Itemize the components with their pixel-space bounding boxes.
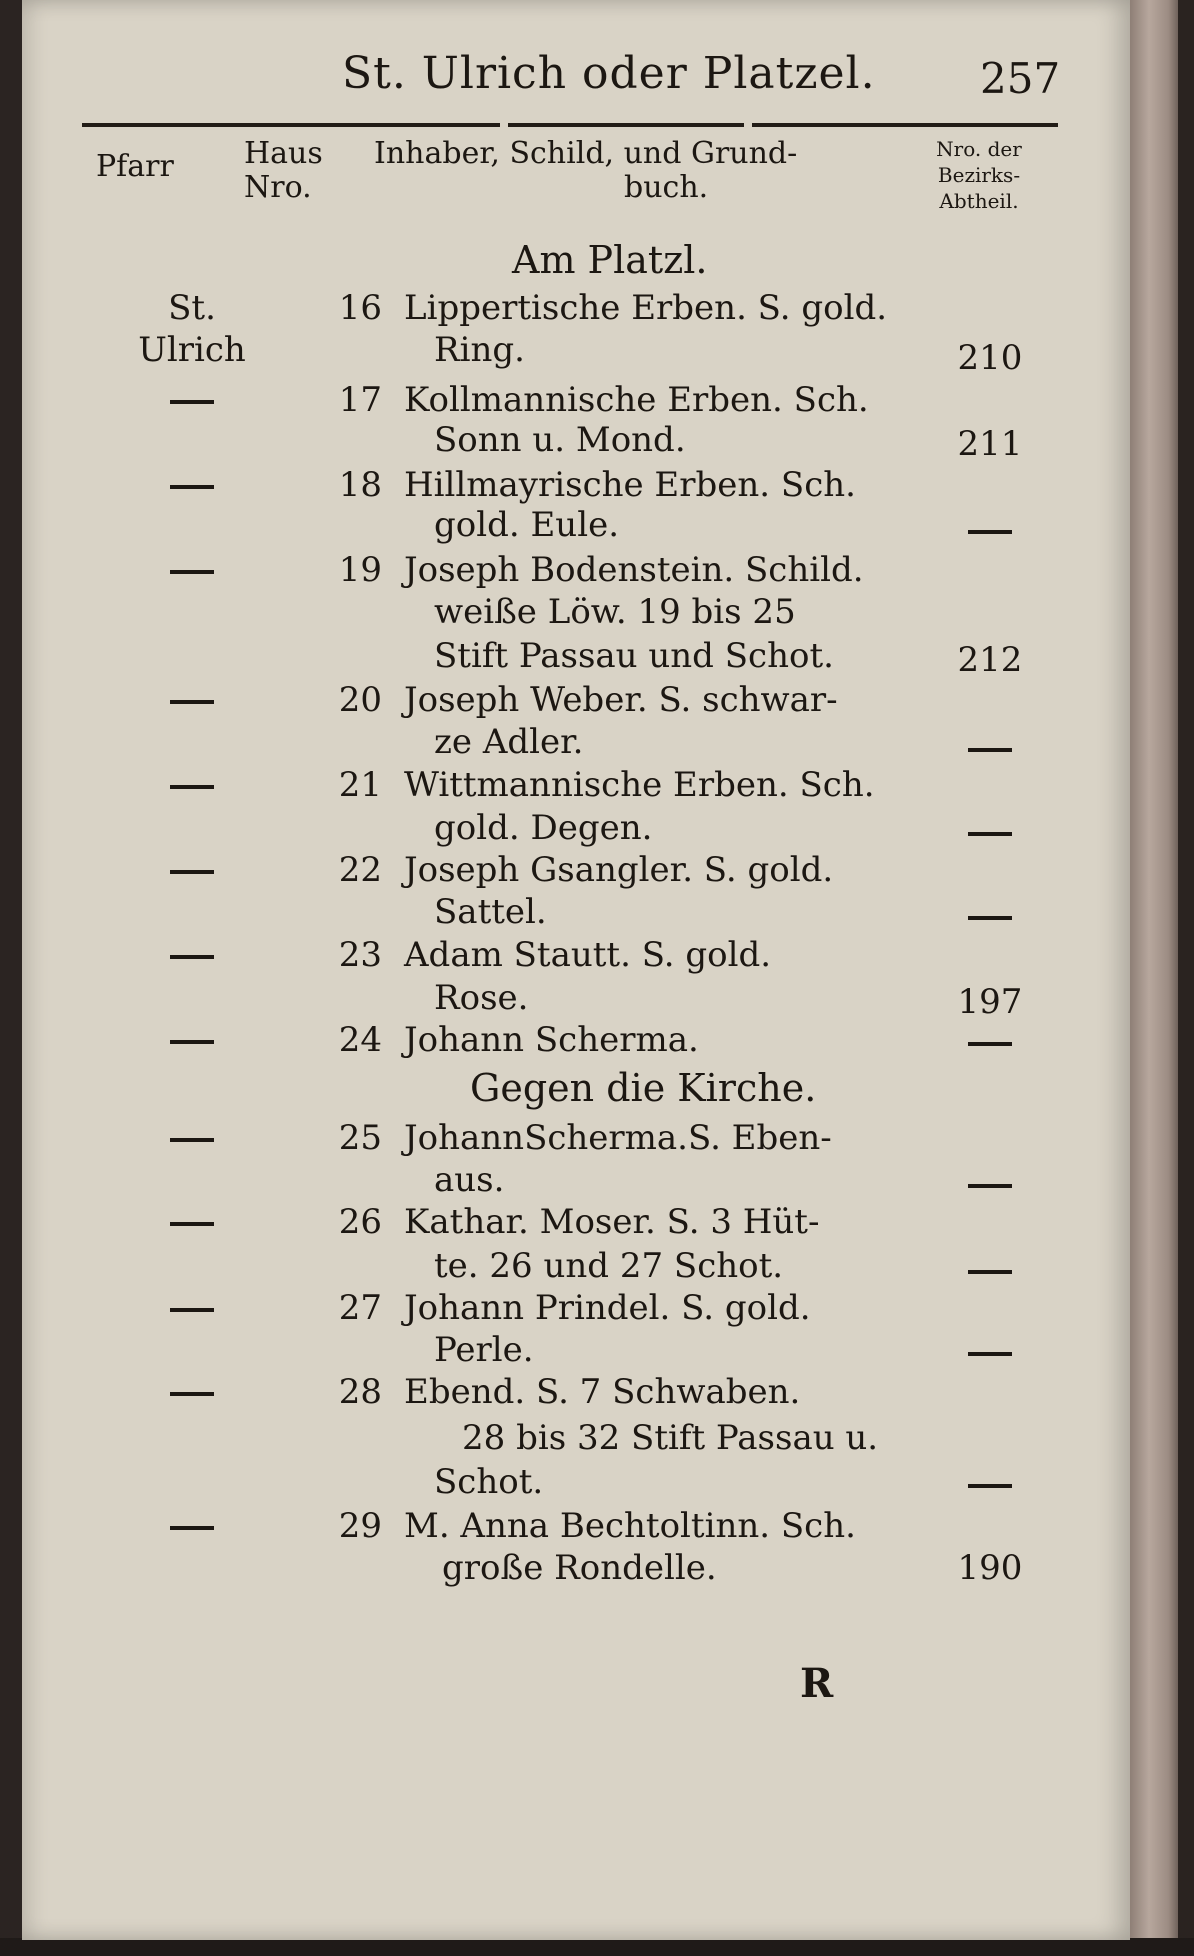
header-rule — [82, 123, 500, 127]
entry-text: Sonn u. Mond. — [434, 420, 686, 460]
ditto-mark — [132, 1020, 252, 1060]
district-number: 211 — [957, 424, 1023, 464]
ditto-mark — [940, 1164, 1040, 1204]
entry-text: Ebend. S. 7 Schwaben. — [404, 1372, 801, 1412]
ditto-mark — [132, 1288, 252, 1328]
house-number: 26 — [338, 1202, 382, 1242]
house-number: 18 — [338, 465, 382, 505]
entry-text: Lippertische Erben. S. gold. — [404, 288, 888, 328]
house-number: 16 — [338, 288, 382, 328]
col-haus-line2: Nro. — [244, 170, 312, 205]
col-inhaber-line1: Inhaber, Schild, und Grund- — [374, 136, 798, 171]
col-haus — [244, 137, 323, 205]
entry-text: Adam Stautt. S. gold. — [404, 935, 772, 975]
ditto-mark — [132, 1202, 252, 1242]
house-number: 23 — [338, 935, 382, 975]
entry-text: gold. Eule. — [434, 505, 620, 545]
entry-text: te. 26 und 27 Schot. — [434, 1246, 784, 1286]
ditto-mark — [132, 380, 252, 420]
ditto-mark — [132, 850, 252, 890]
entry-text: Wittmannische Erben. Sch. — [404, 765, 875, 805]
ditto-mark — [940, 1464, 1040, 1504]
catchword: R — [800, 1660, 834, 1707]
entry-text: Kathar. Moser. S. 3 Hüt- — [404, 1202, 820, 1242]
house-number: 29 — [338, 1506, 382, 1546]
pfarr-name: St. — [168, 288, 216, 328]
entry-text: Schot. — [434, 1462, 544, 1502]
entry-text: Hillmayrische Erben. Sch. — [404, 465, 856, 505]
col-bezirk-line2: Bezirks- — [937, 163, 1021, 187]
ditto-mark — [132, 1506, 252, 1546]
house-number: 25 — [338, 1118, 382, 1158]
running-head: St. Ulrich oder Platzel. — [342, 48, 876, 99]
house-number: 28 — [338, 1372, 382, 1412]
house-number: 21 — [338, 765, 382, 805]
header-rule — [508, 123, 744, 127]
district-number: 197 — [957, 982, 1023, 1022]
ditto-mark — [132, 935, 252, 975]
col-haus-line1: Haus — [244, 136, 323, 171]
ditto-mark — [132, 465, 252, 505]
ditto-mark — [940, 510, 1040, 550]
ditto-mark — [132, 765, 252, 805]
house-number: 19 — [338, 550, 382, 590]
entry-text: Johann Prindel. S. gold. — [404, 1288, 811, 1328]
ditto-mark — [132, 680, 252, 720]
book-page — [22, 0, 1130, 1940]
entry-text: Sattel. — [434, 892, 547, 932]
col-inhaber-line2: buch. — [624, 170, 709, 205]
ditto-mark — [940, 896, 1040, 936]
house-number: 27 — [338, 1288, 382, 1328]
col-pfarr: Pfarr — [96, 149, 174, 184]
entry-text: aus. — [434, 1160, 505, 1200]
ditto-mark — [940, 1332, 1040, 1372]
col-inhaber — [374, 137, 797, 205]
ditto-mark — [940, 1022, 1040, 1062]
entry-text: Stift Passau und Schot. — [434, 636, 834, 676]
bottom-edge — [0, 1938, 1194, 1956]
ditto-mark — [940, 1250, 1040, 1290]
entry-text: Joseph Bodenstein. Schild. — [404, 550, 864, 590]
entry-text: große Rondelle. — [442, 1548, 717, 1588]
ditto-mark — [940, 728, 1040, 768]
entry-text: Rose. — [434, 978, 529, 1018]
entry-text: Kollmannische Erben. Sch. — [404, 380, 869, 420]
house-number: 17 — [338, 380, 382, 420]
entry-text: JohannScherma.S. Eben- — [404, 1118, 832, 1158]
entry-text: Ring. — [434, 330, 525, 370]
house-number: 24 — [338, 1020, 382, 1060]
section-heading: Gegen die Kirche. — [470, 1066, 817, 1110]
entry-text: weiße Löw. 19 bis 25 — [434, 592, 796, 632]
entry-text: Perle. — [434, 1330, 534, 1370]
section-heading: Am Platzl. — [512, 238, 708, 282]
col-bezirk — [914, 136, 1044, 214]
district-number: 190 — [957, 1548, 1023, 1588]
entry-text: Johann Scherma. — [404, 1020, 699, 1060]
district-number: 212 — [957, 640, 1023, 680]
binding-shadow — [0, 0, 22, 1956]
entry-text: M. Anna Bechtoltinn. Sch. — [404, 1506, 856, 1546]
house-number: 22 — [338, 850, 382, 890]
col-bezirk-line1: Nro. der — [936, 137, 1022, 161]
entry-text: 28 bis 32 Stift Passau u. — [462, 1418, 879, 1458]
entry-text: ze Adler. — [434, 722, 584, 762]
col-bezirk-line3: Abtheil. — [939, 189, 1019, 213]
entry-text: Joseph Weber. S. schwar- — [404, 680, 838, 720]
header-rule — [752, 123, 1058, 127]
house-number: 20 — [338, 680, 382, 720]
district-number: 210 — [957, 338, 1023, 378]
entry-text: Joseph Gsangler. S. gold. — [404, 850, 834, 890]
ditto-mark — [940, 812, 1040, 852]
ditto-mark — [132, 1118, 252, 1158]
book-fore-edge — [1130, 0, 1178, 1956]
ditto-mark — [132, 1372, 252, 1412]
pfarr-name: Ulrich — [138, 330, 246, 370]
entry-text: gold. Degen. — [434, 808, 653, 848]
ditto-mark — [132, 550, 252, 590]
page-number: 257 — [980, 54, 1061, 103]
